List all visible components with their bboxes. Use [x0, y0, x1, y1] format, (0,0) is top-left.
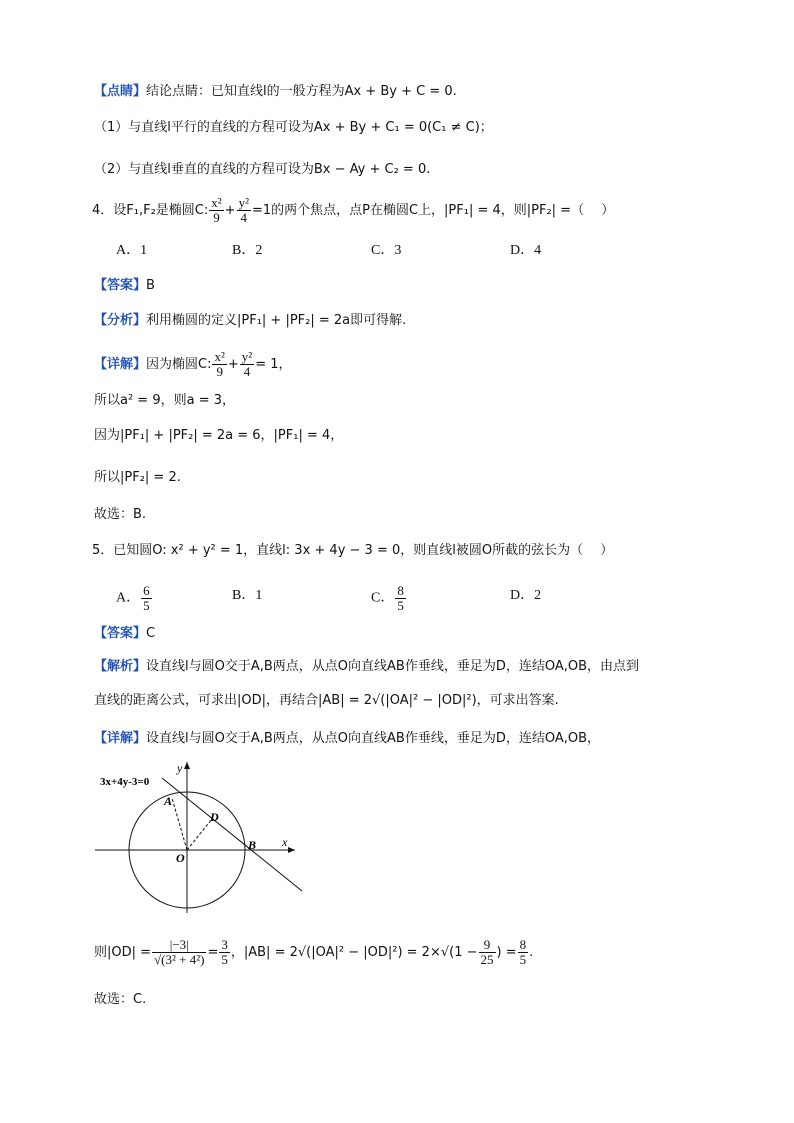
q4-option-c: C．3	[371, 243, 402, 258]
q4-detail-frac-x-den: 9	[216, 364, 223, 379]
q5-option-c-frac	[395, 584, 406, 613]
q4-choose: 故选：B.	[94, 507, 147, 522]
q5-option-d: D．2	[510, 588, 542, 603]
q4-analysis-tag: 【分析】	[94, 313, 147, 328]
q4-detail-a: 因为椭圆C:	[146, 357, 212, 372]
q5-answer-tag: 【答案】	[94, 626, 147, 641]
q4-step-1: 所以a² = 9，则a = 3，	[94, 393, 236, 408]
calc-frac-9-25	[479, 938, 496, 967]
calc-frac-9-25-den: 25	[480, 952, 494, 967]
q5-answer-value: C	[146, 626, 156, 641]
calc-frac-9-25-num: 9	[479, 938, 496, 953]
calc-mid-2: ) =	[496, 945, 517, 960]
q4-frac-y-den: 4	[240, 210, 248, 225]
point-d-label: D	[210, 810, 219, 824]
q4-frac-x-num: x²	[211, 195, 222, 210]
q5-stem: 5．已知圆O: x² + y² = 1，直线l: 3x + 4y − 3 = 0，则直线l被圆O所截的弦长为（ ）	[92, 543, 614, 558]
q5-option-b: B．1	[232, 588, 263, 603]
calc-frac-3-5	[219, 938, 230, 967]
calc-frac-od	[152, 938, 206, 967]
calc-frac-od-num: |−3|	[152, 938, 206, 953]
calc-frac-8-5-den: 5	[519, 952, 527, 967]
q5-analysis-text-1: 设直线l与圆O交于A,B两点，从点O向直线AB作垂线，垂足为D，连结OA,OB，由点到	[146, 659, 640, 674]
calc-frac-3-5-den: 5	[221, 952, 228, 967]
segment-oa	[172, 798, 187, 850]
q5-option-a-den: 5	[143, 598, 150, 613]
q5-option-c-num: 8	[397, 583, 404, 598]
calc-prefix: 则|OD| =	[94, 945, 152, 960]
y-axis-arrow-icon	[184, 762, 190, 769]
dianjing-item-1: （1）与直线l平行的直线的方程可设为Ax + By + C₁ = 0(C₁ ≠ C)；	[94, 120, 493, 135]
q4-stem	[92, 196, 614, 225]
dianjing-line	[94, 82, 457, 102]
q4-option-a: A．1	[116, 243, 148, 258]
point-o-label: O	[176, 851, 185, 865]
q5-option-c-prefix: C．	[371, 590, 395, 606]
q4-answer	[94, 276, 155, 296]
x-axis-arrow-icon	[288, 847, 295, 853]
q4-stem-a: 4．设F₁,F₂是椭圆C:	[92, 203, 209, 218]
q4-plus: +	[224, 203, 236, 218]
q5-option-a	[116, 584, 153, 613]
dianjing-tag: 【点睛】	[94, 84, 147, 99]
q5-choose: 故选：C.	[94, 992, 147, 1007]
calc-frac-od-den: √(3² + 4²)	[154, 952, 205, 967]
q5-option-c	[371, 584, 407, 613]
q4-answer-value: B	[146, 278, 155, 293]
circle-line-figure	[90, 758, 310, 918]
q5-answer	[94, 624, 155, 644]
q4-frac-y-num: y²	[238, 195, 249, 210]
q4-frac-x	[209, 196, 223, 225]
q4-step-2: 因为|PF₁| + |PF₂| = 2a = 6，|PF₁| = 4，	[94, 428, 344, 443]
q4-analysis-text: 利用椭圆的定义|PF₁| + |PF₂| = 2a即可得解.	[146, 313, 407, 328]
q4-answer-tag: 【答案】	[94, 278, 147, 293]
q4-detail-tag: 【详解】	[94, 357, 147, 372]
q4-detail-frac-y	[240, 350, 254, 379]
point-b-label: B	[248, 838, 257, 852]
segment-od	[187, 819, 212, 850]
q4-frac-y	[237, 196, 251, 225]
q5-analysis-line-1	[94, 657, 639, 677]
q4-option-d: D．4	[510, 243, 542, 258]
calc-end: .	[529, 945, 534, 960]
q4-detail-b: = 1，	[255, 357, 292, 372]
q5-detail	[94, 729, 600, 749]
calc-mid: ，|AB| = 2√(|OA|² − |OD|²) = 2×√(1 −	[230, 945, 478, 960]
dianjing-item-2: （2）与直线l垂直的直线的方程可设为Bx − Ay + C₂ = 0.	[94, 162, 431, 177]
q5-detail-tag: 【详解】	[94, 731, 147, 746]
q4-detail-frac-y-num: y²	[241, 349, 253, 364]
calc-frac-3-5-num: 3	[221, 937, 228, 952]
calc-eq: =	[207, 945, 219, 960]
q4-analysis	[94, 311, 406, 331]
q4-detail-frac-y-den: 4	[243, 364, 251, 379]
calc-frac-8-5-num: 8	[519, 937, 527, 952]
q4-detail-frac-x-num: x²	[214, 349, 225, 364]
q5-option-a-prefix: A．	[116, 590, 141, 606]
q4-stem-b: =1的两个焦点，点P在椭圆C上，|PF₁| = 4，则|PF₂| =（ ）	[251, 203, 615, 218]
point-a-label: A	[164, 794, 173, 808]
q5-detail-text: 设直线l与圆O交于A,B两点，从点O向直线AB作垂线，垂足为D，连结OA,OB，	[146, 731, 601, 746]
q4-detail-frac-x	[212, 350, 226, 379]
x-axis-label: x	[282, 835, 288, 849]
dianjing-text: 结论点睛：已知直线l的一般方程为Ax + By + C = 0.	[146, 84, 457, 99]
q4-option-b: B．2	[232, 243, 263, 258]
q4-step-3: 所以|PF₂| = 2.	[94, 470, 181, 485]
q5-option-a-num: 6	[143, 583, 150, 598]
q5-analysis-line-2: 直线的距离公式，可求出|OD|，再结合|AB| = 2√(|OA|² − |OD|²)，可求出答案.	[94, 693, 559, 708]
q5-option-c-den: 5	[397, 598, 404, 613]
q4-detail-plus: +	[227, 357, 239, 372]
y-axis-label: y	[177, 761, 183, 775]
q4-detail	[94, 350, 292, 379]
q5-analysis-tag: 【解析】	[94, 659, 147, 674]
line-equation-label: 3x+4y-3=0	[100, 776, 150, 788]
q5-calculation	[94, 938, 533, 967]
calc-frac-8-5	[518, 938, 529, 967]
q4-frac-x-den: 9	[213, 210, 220, 225]
q5-option-a-frac	[141, 584, 152, 613]
